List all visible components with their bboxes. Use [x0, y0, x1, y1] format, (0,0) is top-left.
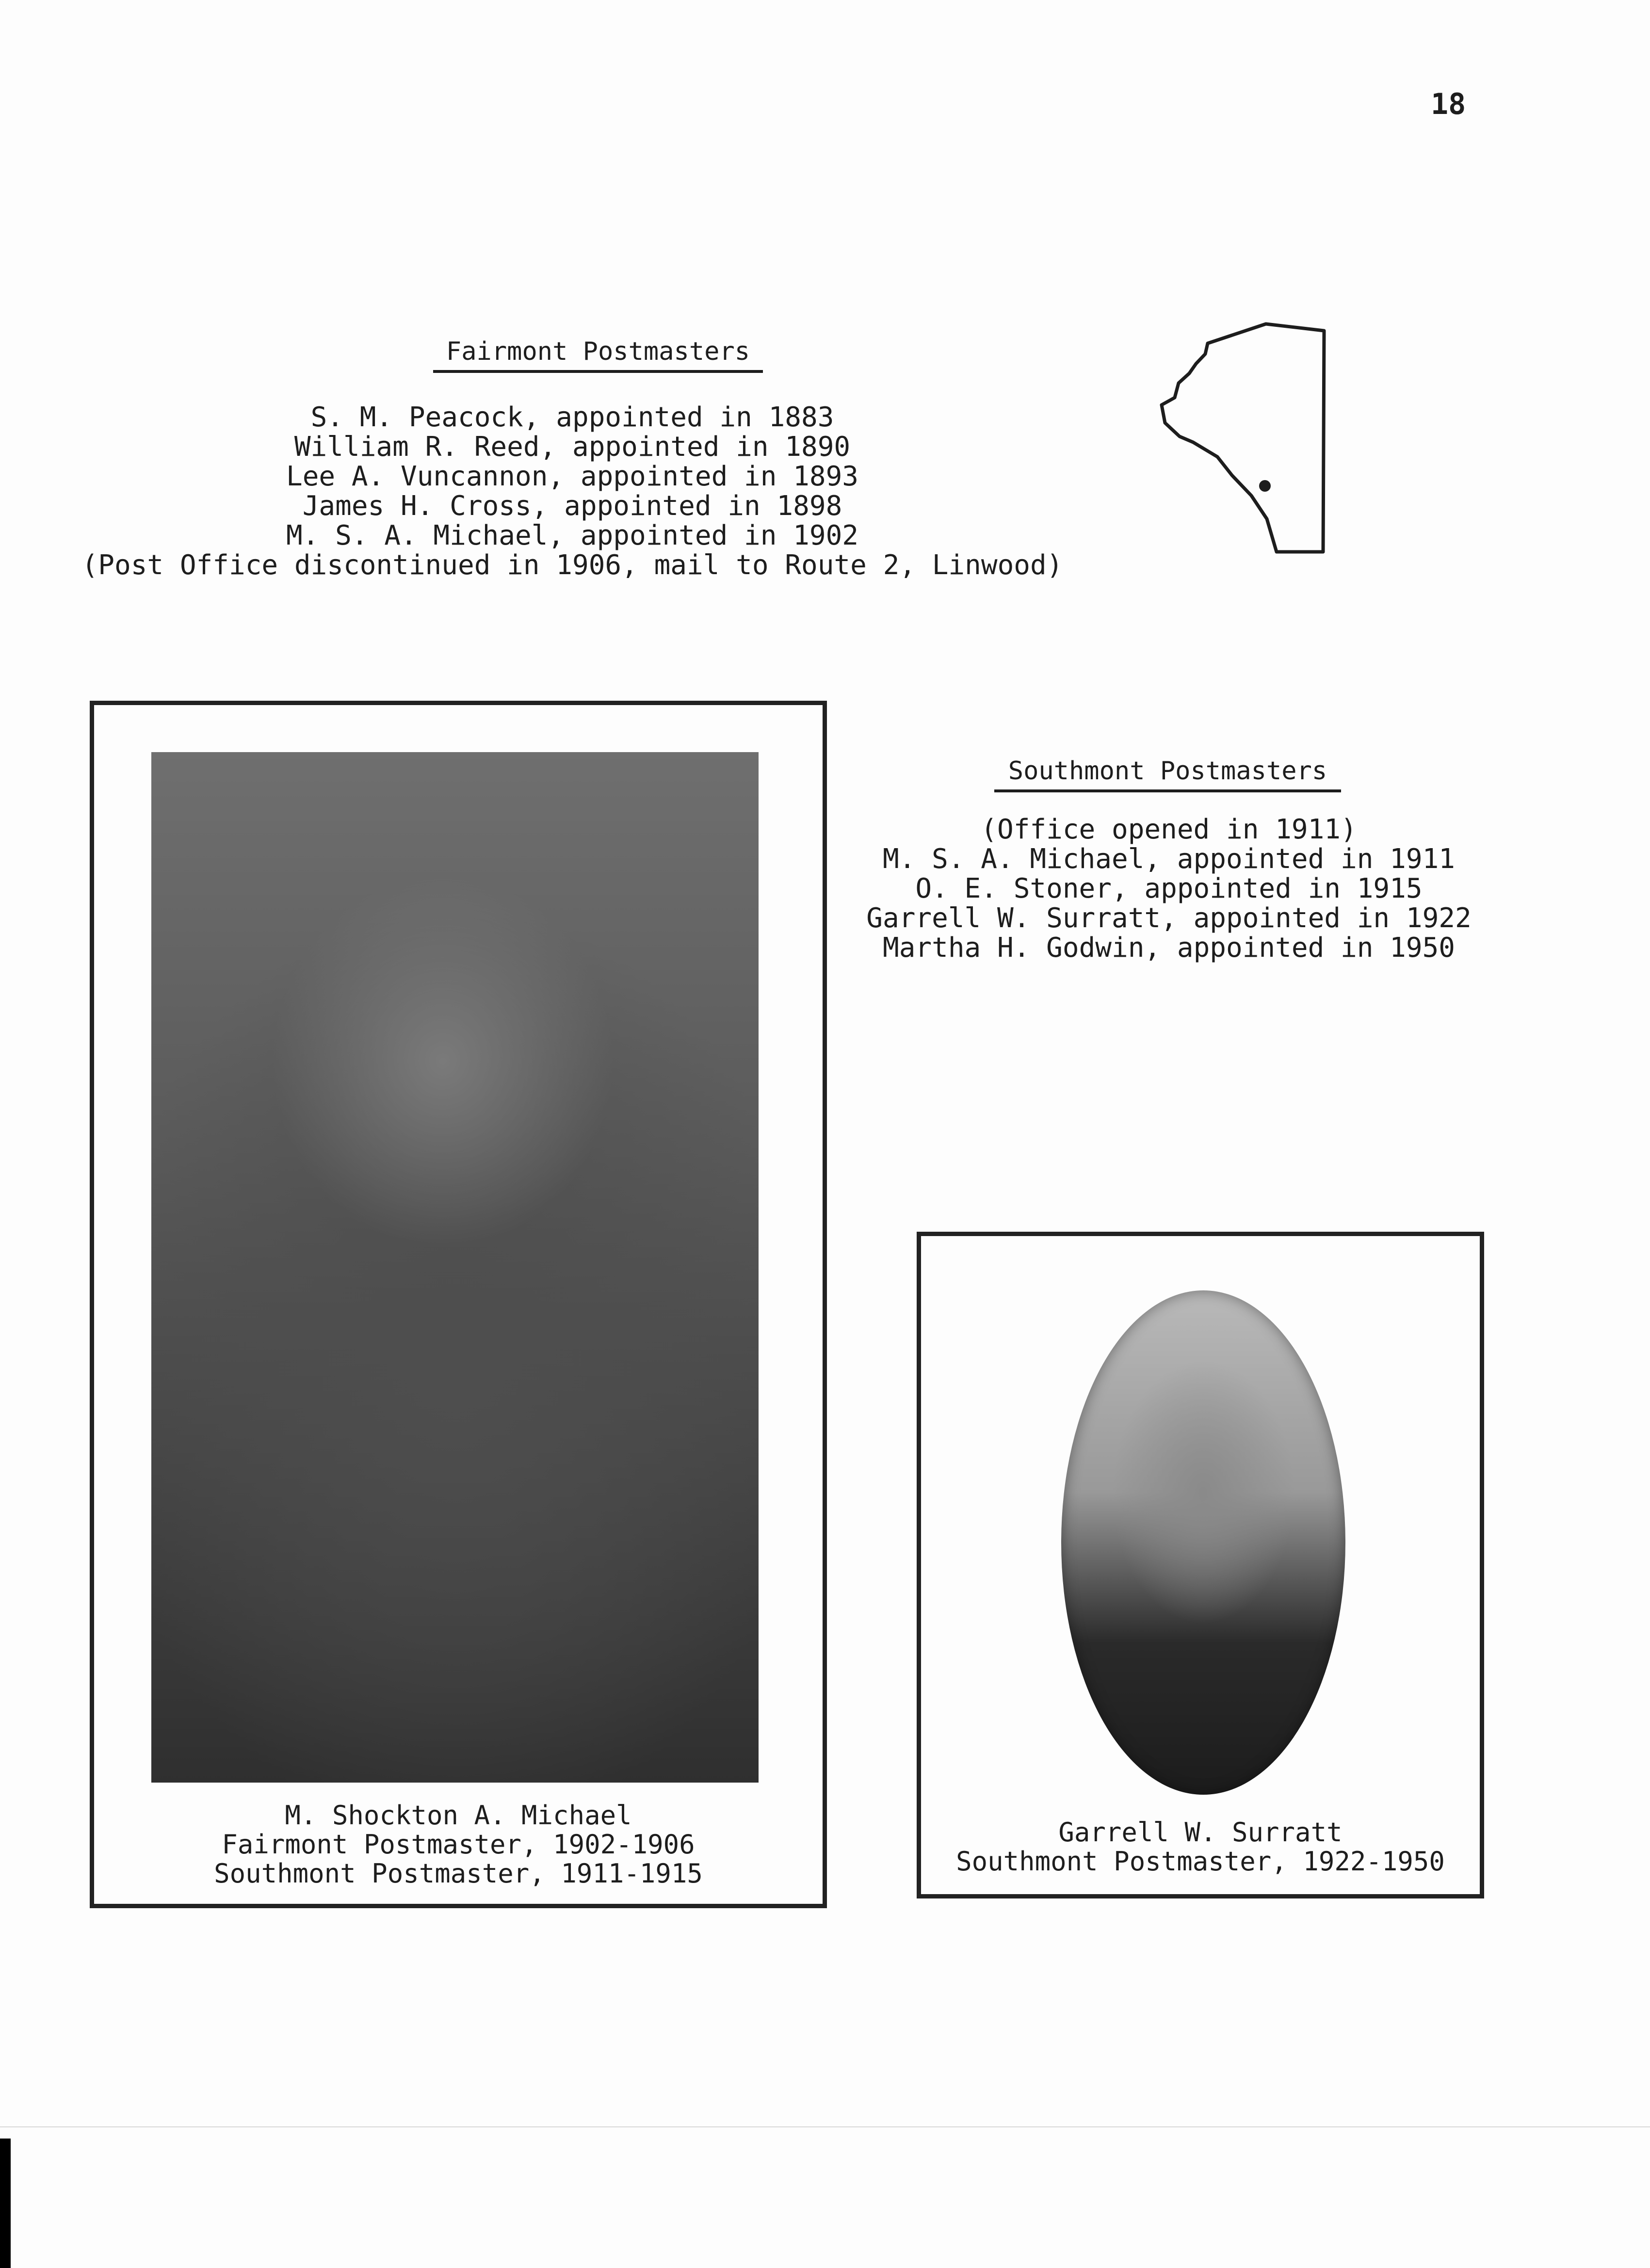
scan-edge [0, 2139, 11, 2268]
fairmont-line: James H. Cross, appointed in 1898 [302, 490, 842, 522]
fairmont-line: William R. Reed, appointed in 1890 [294, 431, 851, 463]
caption-line: Southmont Postmaster, 1922-1950 [956, 1846, 1445, 1877]
fairmont-line: S. M. Peacock, appointed in 1883 [310, 402, 834, 433]
michael-photo-frame [90, 701, 827, 1908]
fairmont-line: M. S. A. Michael, appointed in 1902 [286, 520, 859, 551]
caption-line: Fairmont Postmaster, 1902-1906 [222, 1829, 695, 1860]
southmont-line: O. E. Stoner, appointed in 1915 [915, 873, 1423, 904]
southmont-heading: Southmont Postmasters [994, 756, 1341, 792]
caption-line: Southmont Postmaster, 1911-1915 [214, 1858, 703, 1889]
caption-line: Garrell W. Surratt [1058, 1817, 1343, 1848]
michael-caption [94, 1801, 823, 1888]
fairmont-list [78, 402, 1067, 580]
southmont-line: M. S. A. Michael, appointed in 1911 [882, 843, 1456, 875]
fairmont-line: Lee A. Vuncannon, appointed in 1893 [286, 461, 859, 492]
michael-portrait [151, 752, 759, 1783]
surratt-caption [921, 1818, 1480, 1876]
southmont-line: (Office opened in 1911) [981, 814, 1357, 845]
caption-line: M. Shockton A. Michael [285, 1800, 632, 1831]
scan-divider [0, 2126, 1650, 2127]
fairmont-line: (Post Office discontinued in 1906, mail to Route 2, Linwood) [81, 549, 1063, 581]
county-map-icon [1154, 315, 1339, 558]
southmont-line: Martha H. Godwin, appointed in 1950 [882, 932, 1456, 964]
fairmont-heading: Fairmont Postmasters [433, 337, 763, 373]
southmont-list [825, 815, 1513, 963]
surratt-photo-frame [917, 1232, 1484, 1898]
southmont-line: Garrell W. Surratt, appointed in 1922 [866, 902, 1472, 934]
surratt-portrait [1061, 1290, 1345, 1795]
page-number: 18 [1431, 87, 1466, 121]
